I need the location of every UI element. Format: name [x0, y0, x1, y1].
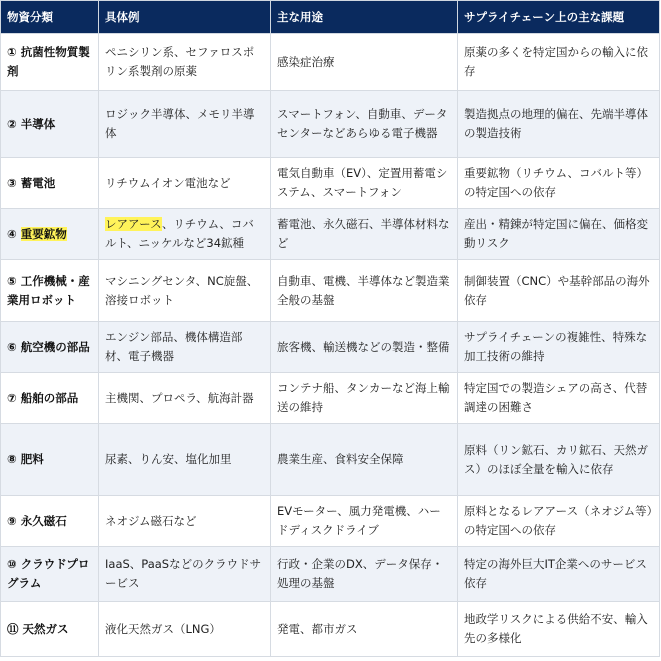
example-cell: [99, 209, 271, 260]
example-cell: 尿素、りん安、塩化加里: [99, 424, 271, 496]
example-cell: リチウムイオン電池など: [99, 158, 271, 209]
header-row: [1, 1, 660, 34]
category-cell: ⑥ 航空機の部品: [1, 322, 99, 373]
category-cell: ① 抗菌性物質製剤: [1, 34, 99, 91]
use-cell: スマートフォン、自動車、データセンターなどあらゆる電子機器: [271, 91, 458, 158]
header-issue: サプライチェーン上の主な課題: [458, 1, 660, 34]
table-row: [1, 260, 660, 322]
use-cell: 電気自動車（EV）、定置用蓄電システム、スマートフォン: [271, 158, 458, 209]
example-cell: IaaS、PaaSなどのクラウドサービス: [99, 547, 271, 602]
example-cell: 液化天然ガス（LNG）: [99, 602, 271, 657]
issue-cell: 特定の海外巨大IT企業へのサービス依存: [458, 547, 660, 602]
use-cell: EVモーター、風力発電機、ハードディスクドライブ: [271, 496, 458, 547]
category-cell: [1, 209, 99, 260]
table-row: [1, 34, 660, 91]
example-cell: マシニングセンタ、NC旋盤、溶接ロボット: [99, 260, 271, 322]
category-cell: ⑨ 永久磁石: [1, 496, 99, 547]
category-cell: ⑧ 肥料: [1, 424, 99, 496]
category-cell: ③ 蓄電池: [1, 158, 99, 209]
example-highlight: レアアース: [105, 217, 162, 231]
category-number: ④: [7, 226, 21, 241]
table-row: [1, 158, 660, 209]
header-category: 物資分類: [1, 1, 99, 34]
table-row: [1, 91, 660, 158]
table-row: [1, 496, 660, 547]
issue-cell: 重要鉱物（リチウム、コバルト等）の特定国への依存: [458, 158, 660, 209]
example-cell: ロジック半導体、メモリ半導体: [99, 91, 271, 158]
use-cell: コンテナ船、タンカーなど海上輸送の維持: [271, 373, 458, 424]
issue-cell: 特定国での製造シェアの高さ、代替調達の困難さ: [458, 373, 660, 424]
example-cell: ペニシリン系、セファロスポリン系製剤の原薬: [99, 34, 271, 91]
example-cell: エンジン部品、機体構造部材、電子機器: [99, 322, 271, 373]
example-rest: 、リチウム、コバルト、ニッケルなど34鉱種: [105, 217, 254, 250]
category-highlight: 重要鉱物: [20, 226, 67, 241]
header-use: 主な用途: [271, 1, 458, 34]
category-cell: ⑩ クラウドプログラム: [1, 547, 99, 602]
issue-cell: 産出・精錬が特定国に偏在、価格変動リスク: [458, 209, 660, 260]
use-cell: 発電、都市ガス: [271, 602, 458, 657]
category-cell: ⑦ 船舶の部品: [1, 373, 99, 424]
table-row: [1, 373, 660, 424]
issue-cell: 制御装置（CNC）や基幹部品の海外依存: [458, 260, 660, 322]
table-row: [1, 322, 660, 373]
issue-cell: 製造拠点の地理的偏在、先端半導体の製造技術: [458, 91, 660, 158]
table-row: [1, 547, 660, 602]
use-cell: 自動車、電機、半導体など製造業全般の基盤: [271, 260, 458, 322]
use-cell: 農業生産、食料安全保障: [271, 424, 458, 496]
use-cell: 感染症治療: [271, 34, 458, 91]
header-example: 具体例: [99, 1, 271, 34]
issue-cell: 原料となるレアアース（ネオジム等）の特定国への依存: [458, 496, 660, 547]
use-cell: 旅客機、輸送機などの製造・整備: [271, 322, 458, 373]
table-row: [1, 209, 660, 260]
issue-cell: サプライチェーンの複雑性、特殊な加工技術の維持: [458, 322, 660, 373]
issue-cell: 地政学リスクによる供給不安、輸入先の多様化: [458, 602, 660, 657]
example-cell: ネオジム磁石など: [99, 496, 271, 547]
use-cell: 蓄電池、永久磁石、半導体材料など: [271, 209, 458, 260]
use-cell: 行政・企業のDX、データ保存・処理の基盤: [271, 547, 458, 602]
category-cell: ② 半導体: [1, 91, 99, 158]
category-cell: ⑤ 工作機械・産業用ロボット: [1, 260, 99, 322]
category-cell: ⑪ 天然ガス: [1, 602, 99, 657]
issue-cell: 原薬の多くを特定国からの輸入に依存: [458, 34, 660, 91]
table-row: [1, 424, 660, 496]
issue-cell: 原料（リン鉱石、カリ鉱石、天然ガス）のほぼ全量を輸入に依存: [458, 424, 660, 496]
example-cell: 主機関、プロペラ、航海計器: [99, 373, 271, 424]
table-row: [1, 602, 660, 657]
